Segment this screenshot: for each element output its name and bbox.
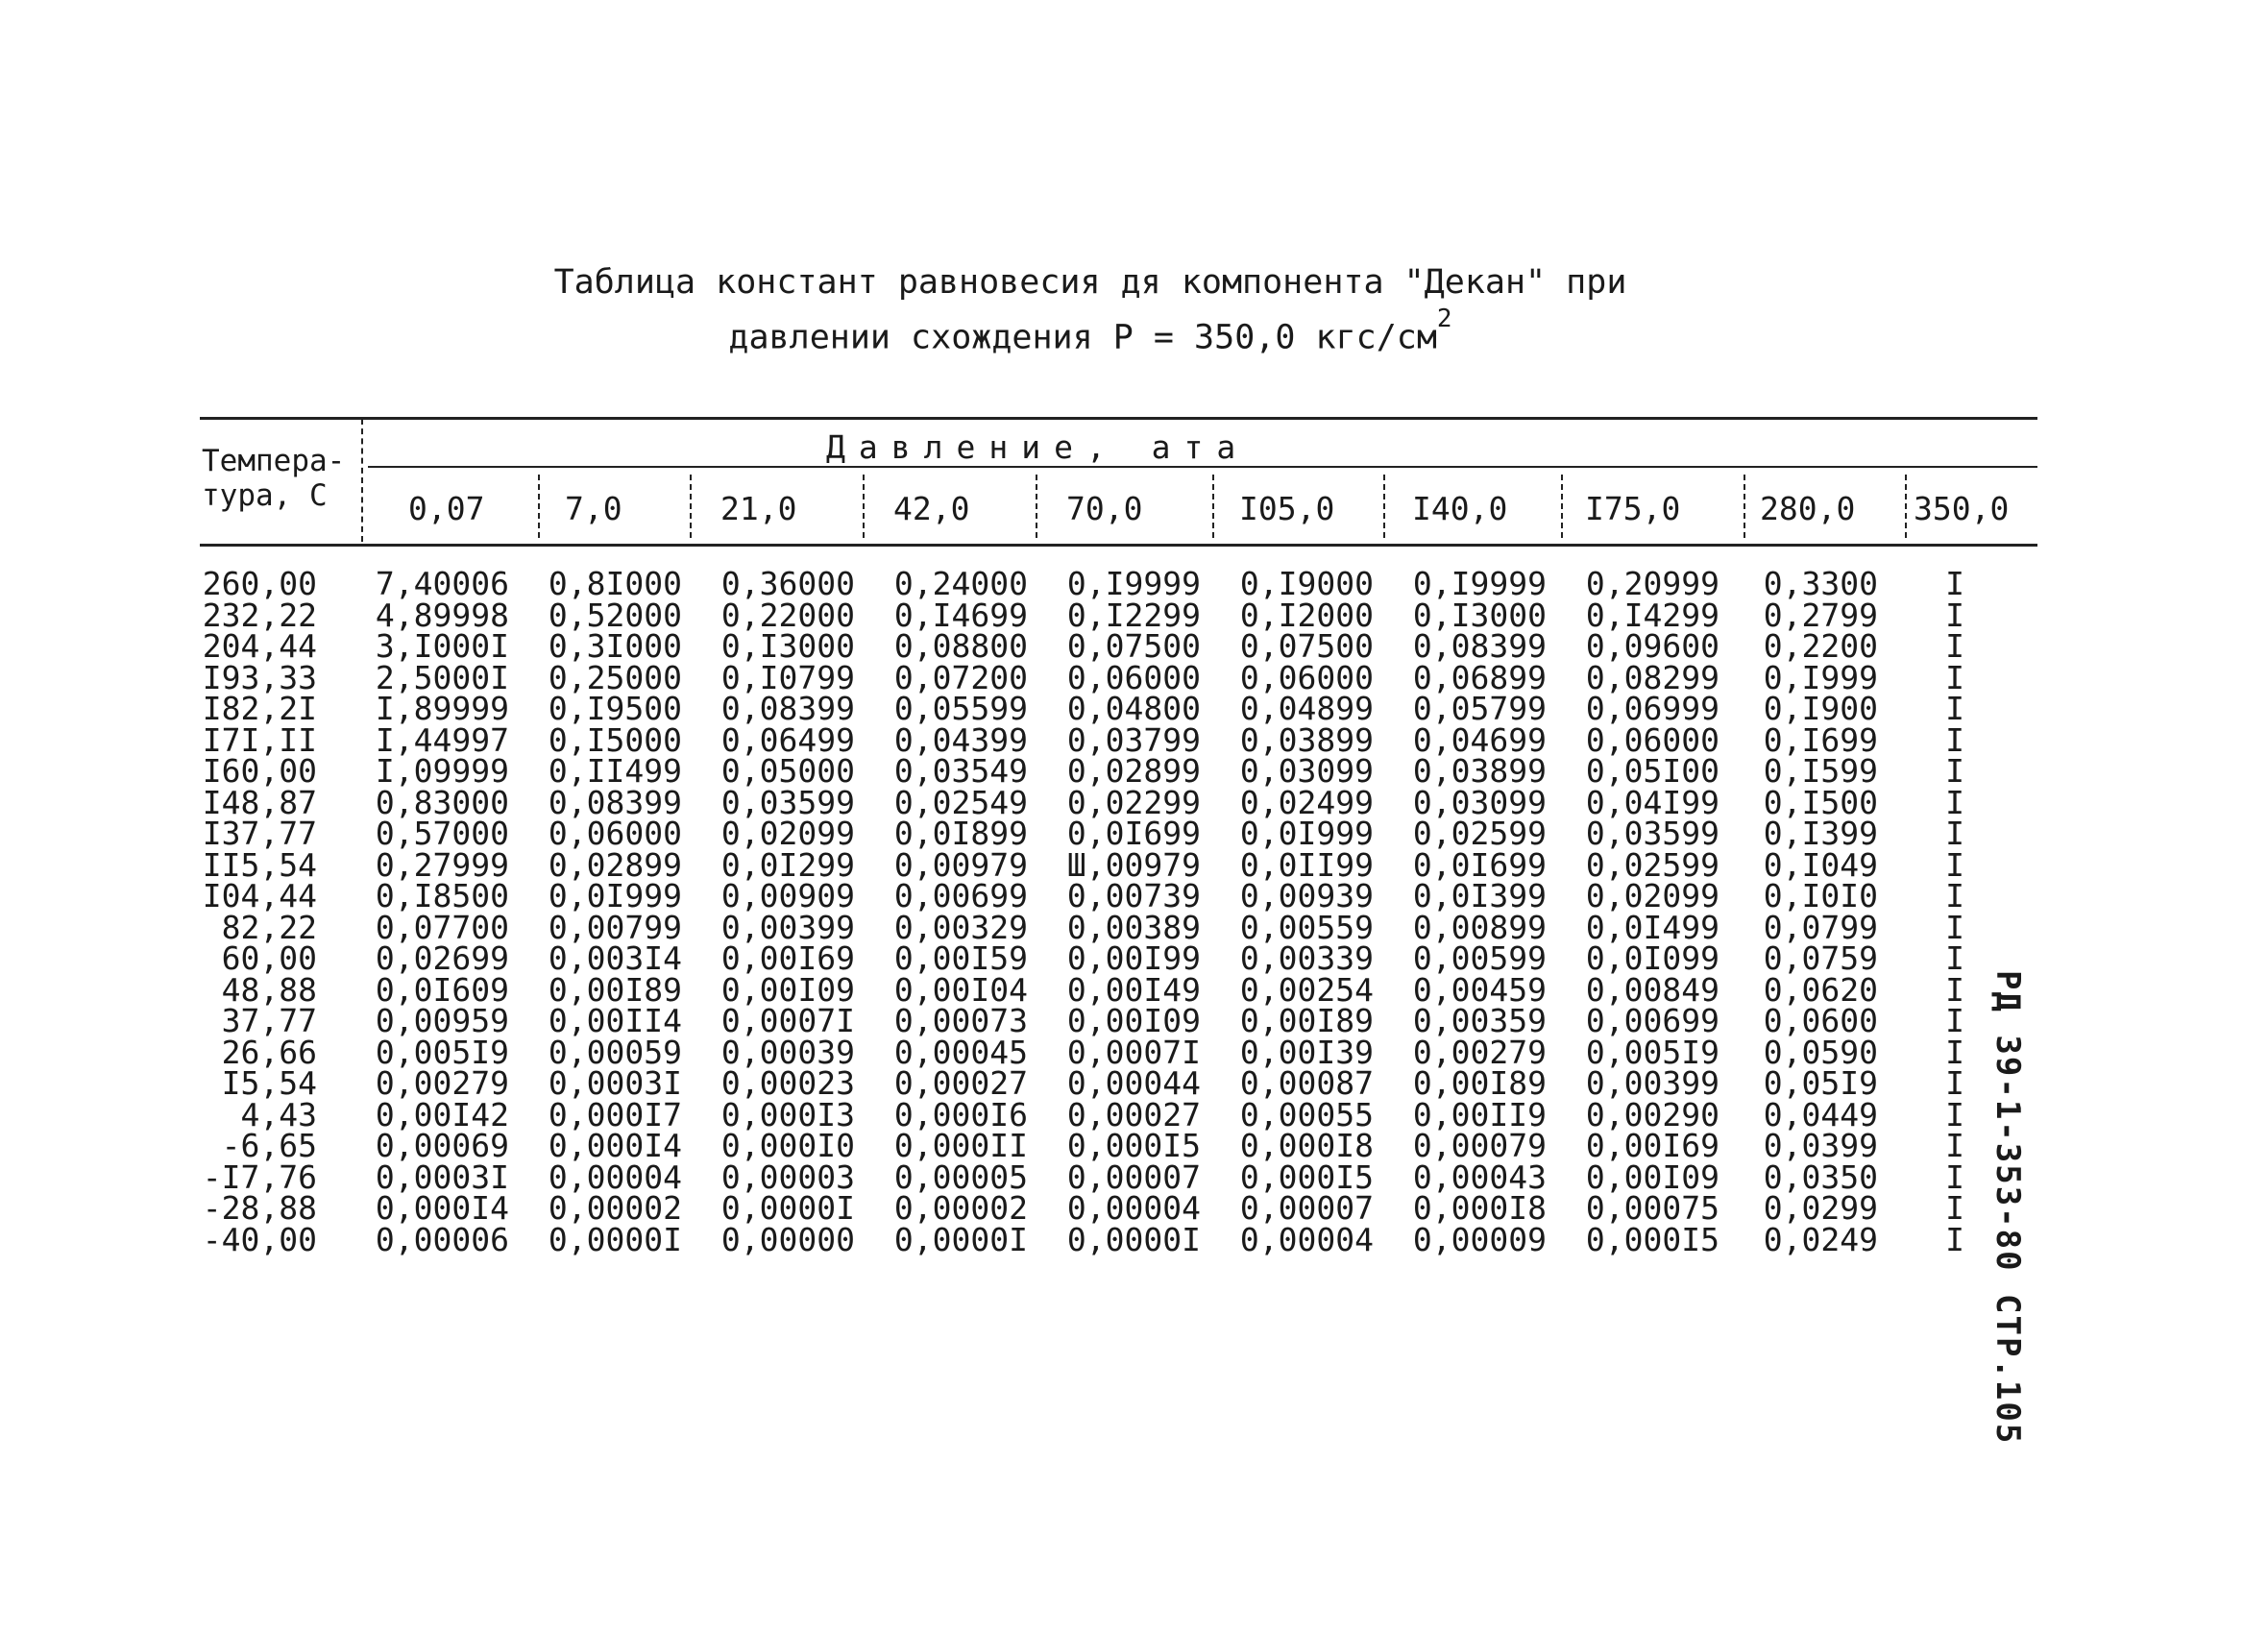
- title-line-2: [538, 305, 1643, 361]
- table-cell: 0,22000: [720, 596, 855, 634]
- temperature-cell: I82,2I: [202, 690, 317, 727]
- table-cell: 0,005I9: [375, 1033, 509, 1071]
- value-column: [1057, 565, 1201, 1258]
- table-cell: 0,04800: [1066, 690, 1201, 727]
- table-cell: 0,03599: [720, 783, 855, 821]
- temperature-cell: I7I,II: [202, 720, 317, 759]
- temperature-cell: 4,43: [240, 1095, 317, 1133]
- table-cell: 0,06000: [1585, 720, 1719, 759]
- table-cell: 0,00009: [1412, 1220, 1547, 1258]
- table-cell: 0,00059: [548, 1033, 682, 1071]
- table-cell: 0,04899: [1239, 690, 1374, 727]
- temperature-cell: -6,65: [221, 1127, 317, 1164]
- table-cell: 0,00979: [893, 845, 1028, 884]
- table-cell: 0,000I0: [720, 1127, 855, 1164]
- table-cell: 0,07500: [1066, 627, 1201, 665]
- table-cell: I: [1945, 877, 1964, 914]
- column-separator: [863, 475, 865, 538]
- temperature-cell: I5,54: [221, 1064, 317, 1102]
- table-cell: 0,8I000: [548, 565, 682, 602]
- table-cell: I: [1945, 627, 1964, 665]
- table-cell: 0,00389: [1066, 908, 1201, 946]
- table-cell: 0,00002: [893, 1189, 1028, 1227]
- value-column: [1936, 565, 1974, 1258]
- pressure-column-header: 280,0: [1760, 490, 1856, 527]
- table-cell: 0,00I69: [720, 939, 855, 977]
- table-cell: 0,0I609: [375, 970, 509, 1009]
- table-cell: 0,00044: [1066, 1064, 1201, 1102]
- value-column: [1230, 565, 1374, 1258]
- table-cell: 0,I500: [1763, 783, 1878, 821]
- table-cell: 2,5000I: [375, 658, 509, 696]
- table-cell: 3,I000I: [375, 627, 509, 665]
- table-cell: 0,00039: [720, 1033, 855, 1071]
- table-cell: 0,000I5: [1585, 1220, 1719, 1258]
- table-cell: 0,0799: [1763, 908, 1878, 946]
- value-column: [711, 565, 855, 1258]
- table-cell: 0,02099: [1585, 877, 1719, 914]
- table-cell: 0,I9500: [548, 690, 682, 727]
- table-cell: 0,00939: [1239, 877, 1374, 914]
- table-cell: I: [1945, 815, 1964, 852]
- table-cell: 0,00027: [893, 1064, 1028, 1102]
- table-cell: I: [1945, 1158, 1964, 1196]
- table-cell: 0,II499: [548, 752, 682, 790]
- table-cell: 0,000I8: [1412, 1189, 1547, 1227]
- table-cell: 0,0007I: [1066, 1033, 1201, 1071]
- table-cell: 0,00027: [1066, 1095, 1201, 1133]
- table-cell: 0,02099: [720, 815, 855, 852]
- column-separator: [1383, 475, 1385, 538]
- value-column: [1575, 565, 1719, 1258]
- table-cell: I: [1945, 1064, 1964, 1102]
- table-cell: 0,I049: [1763, 845, 1878, 884]
- table-cell: 0,00I99: [1066, 939, 1201, 977]
- table-cell: 0,I8500: [375, 877, 509, 914]
- table-cell: 0,I2299: [1066, 596, 1201, 634]
- table-cell: 0,00559: [1239, 908, 1374, 946]
- table-cell: 0,00I09: [720, 970, 855, 1009]
- table-cell: I: [1945, 1220, 1964, 1258]
- table-cell: 0,00459: [1412, 970, 1547, 1009]
- table-cell: 0,00006: [375, 1220, 509, 1258]
- table-cell: 0,00254: [1239, 970, 1374, 1009]
- table-cell: 0,03549: [893, 752, 1028, 790]
- temperature-cell: -I7,76: [202, 1158, 317, 1196]
- table-cell: 0,25000: [548, 658, 682, 696]
- table-cell: 0,04I99: [1585, 783, 1719, 821]
- temperature-cell: -28,88: [202, 1189, 317, 1227]
- table-cell: I: [1945, 1033, 1964, 1071]
- table-cell: 0,0II99: [1239, 845, 1374, 884]
- table-cell: 0,05599: [893, 690, 1028, 727]
- table-cell: 0,00909: [720, 877, 855, 914]
- table-cell: 0,0003I: [375, 1158, 509, 1196]
- table-cell: 0,00290: [1585, 1095, 1719, 1133]
- table-cell: 0,03899: [1239, 720, 1374, 759]
- table-cell: 0,000I8: [1239, 1127, 1374, 1164]
- table-cell: 0,000I7: [548, 1095, 682, 1133]
- table-title: [538, 259, 1643, 361]
- temperature-cell: 48,88: [221, 970, 317, 1009]
- table-cell: 0,00279: [1412, 1033, 1547, 1071]
- table-cell: 0,09600: [1585, 627, 1719, 665]
- table-cell: 0,I3000: [720, 627, 855, 665]
- table-cell: 0,0I499: [1585, 908, 1719, 946]
- temperature-cell: 260,00: [202, 565, 317, 602]
- table-cell: 0,02549: [893, 783, 1028, 821]
- table-cell: 0,08800: [893, 627, 1028, 665]
- table-cell: 0,20999: [1585, 565, 1719, 602]
- table-cell: 0,0I699: [1066, 815, 1201, 852]
- pressure-column-header: 0,07: [408, 490, 485, 527]
- value-column: [538, 565, 682, 1258]
- column-separator: [1744, 475, 1745, 538]
- table-cell: 0,08399: [720, 690, 855, 727]
- table-top-rule: [200, 417, 2037, 420]
- table-cell: 0,00II9: [1412, 1095, 1547, 1133]
- table-cell: 0,02299: [1066, 783, 1201, 821]
- temperature-cell: II5,54: [202, 845, 317, 884]
- table-cell: 0,03599: [1585, 815, 1719, 852]
- table-cell: 0,00000: [720, 1220, 855, 1258]
- pressure-column-header: 7,0: [565, 490, 622, 527]
- table-cell: 0,0I899: [893, 815, 1028, 852]
- table-cell: 0,000I6: [893, 1095, 1028, 1133]
- table-cell: 0,00359: [1412, 1002, 1547, 1039]
- table-cell: 0,05799: [1412, 690, 1547, 727]
- column-separator: [690, 475, 692, 538]
- temperature-header: [202, 444, 345, 513]
- table-cell: Ш,00979: [1066, 845, 1201, 884]
- table-cell: 0,05000: [720, 752, 855, 790]
- table-cell: 0,0I699: [1412, 845, 1547, 884]
- table-cell: 4,89998: [375, 596, 509, 634]
- temperature-header-line-2: тура, С: [202, 478, 328, 513]
- table-cell: 0,00I89: [1412, 1064, 1547, 1102]
- table-cell: 0,00007: [1239, 1189, 1374, 1227]
- temperature-cell: I93,33: [202, 658, 317, 696]
- table-cell: 0,2799: [1763, 596, 1878, 634]
- table-cell: 0,00849: [1585, 970, 1719, 1009]
- table-cell: 0,06000: [1066, 658, 1201, 696]
- column-separator: [1561, 475, 1563, 538]
- temperature-column-separator: [361, 419, 363, 542]
- value-column: [884, 565, 1028, 1258]
- table-cell: 0,07700: [375, 908, 509, 946]
- temperature-cell: I48,87: [202, 783, 317, 821]
- table-cell: 0,0I399: [1412, 877, 1547, 914]
- temperature-cell: 204,44: [202, 627, 317, 665]
- table-cell: 0,36000: [720, 565, 855, 602]
- temperature-cell: I04,44: [202, 877, 317, 914]
- temperature-cell: 60,00: [221, 939, 317, 977]
- column-separator: [538, 475, 540, 538]
- document-code: РД 39-1-353-80 СТР.105: [1988, 970, 2027, 1446]
- table-cell: I: [1945, 1002, 1964, 1039]
- table-cell: 0,00I39: [1239, 1033, 1374, 1071]
- table-cell: 0,0249: [1763, 1220, 1878, 1258]
- table-cell: 0,00003: [720, 1158, 855, 1196]
- temperature-cell: I60,00: [202, 752, 317, 790]
- table-cell: 0,08299: [1585, 658, 1719, 696]
- table-cell: I: [1945, 565, 1964, 602]
- table-cell: 0,06999: [1585, 690, 1719, 727]
- table-cell: 0,00I09: [1585, 1158, 1719, 1196]
- table-cell: 0,00I49: [1066, 970, 1201, 1009]
- temperature-cell: 26,66: [221, 1033, 317, 1071]
- table-cell: I: [1945, 1189, 1964, 1227]
- title-line-1: Таблица констант равновесия дя компонента "Декан" при: [553, 263, 1627, 302]
- table-cell: 0,00004: [548, 1158, 682, 1196]
- table-cell: 0,00023: [720, 1064, 855, 1102]
- table-cell: 0,06499: [720, 720, 855, 759]
- table-cell: 0,00699: [893, 877, 1028, 914]
- table-cell: 0,I2000: [1239, 596, 1374, 634]
- table-cell: 0,000I3: [720, 1095, 855, 1133]
- table-cell: 0,0003I: [548, 1064, 682, 1102]
- table-cell: 0,00079: [1412, 1127, 1547, 1164]
- table-cell: I,89999: [375, 690, 509, 727]
- pressure-column-header: I40,0: [1412, 490, 1508, 527]
- table-cell: 0,0620: [1763, 970, 1878, 1009]
- table-cell: 0,00004: [1239, 1220, 1374, 1258]
- table-cell: 0,02499: [1239, 783, 1374, 821]
- table-cell: I: [1945, 752, 1964, 790]
- table-cell: I: [1945, 596, 1964, 634]
- table-cell: 0,08399: [1412, 627, 1547, 665]
- table-cell: 0,03099: [1239, 752, 1374, 790]
- table-cell: 0,I900: [1763, 690, 1878, 727]
- table-cell: 0,06000: [1239, 658, 1374, 696]
- table-cell: 0,02599: [1585, 845, 1719, 884]
- pressure-column-header: 70,0: [1066, 490, 1143, 527]
- table-cell: 0,83000: [375, 783, 509, 821]
- table-cell: 0,00I89: [548, 970, 682, 1009]
- table-cell: 0,07500: [1239, 627, 1374, 665]
- value-column: [365, 565, 509, 1258]
- table-cell: 0,04699: [1412, 720, 1547, 759]
- pressure-column-header: 350,0: [1914, 490, 2010, 527]
- table-cell: I: [1945, 1095, 1964, 1133]
- table-cell: 0,0000I: [720, 1189, 855, 1227]
- table-cell: 0,0I299: [720, 845, 855, 884]
- table-cell: 0,03799: [1066, 720, 1201, 759]
- table-cell: 0,I3000: [1412, 596, 1547, 634]
- table-cell: 0,0000I: [893, 1220, 1028, 1258]
- temperature-column: [200, 565, 317, 1258]
- table-cell: 0,I0799: [720, 658, 855, 696]
- table-cell: 0,02899: [548, 845, 682, 884]
- table-cell: 0,I599: [1763, 752, 1878, 790]
- value-column: [1734, 565, 1878, 1258]
- table-cell: 0,0000I: [1066, 1220, 1201, 1258]
- title-line-2-text: давлении схождения Р = 350,0 кгс/см: [728, 318, 1437, 357]
- table-cell: 0,I399: [1763, 815, 1878, 852]
- table-cell: 0,0000I: [548, 1220, 682, 1258]
- table-cell: 0,0449: [1763, 1095, 1878, 1133]
- table-cell: 0,02699: [375, 939, 509, 977]
- table-cell: I,09999: [375, 752, 509, 790]
- title-superscript: 2: [1436, 305, 1452, 333]
- table-cell: 0,00739: [1066, 877, 1201, 914]
- table-cell: 0,08399: [548, 783, 682, 821]
- table-cell: 0,00I89: [1239, 1002, 1374, 1039]
- table-cell: 0,000I5: [1066, 1127, 1201, 1164]
- table-cell: 0,00399: [720, 908, 855, 946]
- pressure-column-header: I75,0: [1585, 490, 1681, 527]
- temperature-cell: 232,22: [202, 596, 317, 634]
- table-cell: 0,000I4: [548, 1127, 682, 1164]
- pressure-column-header: 42,0: [893, 490, 970, 527]
- table-cell: I: [1945, 970, 1964, 1009]
- table-cell: 0,00699: [1585, 1002, 1719, 1039]
- table-cell: 0,I9999: [1412, 565, 1547, 602]
- temperature-cell: -40,00: [202, 1220, 317, 1258]
- table-cell: 0,27999: [375, 845, 509, 884]
- table-cell: 0,02599: [1412, 815, 1547, 852]
- table-cell: I: [1945, 783, 1964, 821]
- table-cell: 0,00959: [375, 1002, 509, 1039]
- table-cell: 0,000I5: [1239, 1158, 1374, 1196]
- table-cell: 0,04399: [893, 720, 1028, 759]
- table-cell: 0,00045: [893, 1033, 1028, 1071]
- table-cell: 0,005I9: [1585, 1033, 1719, 1071]
- table-cell: I: [1945, 908, 1964, 946]
- table-cell: 0,00899: [1412, 908, 1547, 946]
- table-cell: 0,0600: [1763, 1002, 1878, 1039]
- table-cell: 0,0I099: [1585, 939, 1719, 977]
- table-cell: 0,00I69: [1585, 1127, 1719, 1164]
- temperature-header-line-1: Темпера-: [202, 444, 346, 478]
- table-cell: 0,00073: [893, 1002, 1028, 1039]
- table-cell: 0,00004: [1066, 1189, 1201, 1227]
- table-cell: 0,00399: [1585, 1064, 1719, 1102]
- table-cell: I,44997: [375, 720, 509, 759]
- table-cell: 0,I4699: [893, 596, 1028, 634]
- table-cell: 0,000I4: [375, 1189, 509, 1227]
- table-cell: 0,06899: [1412, 658, 1547, 696]
- pressure-column-header: I05,0: [1239, 490, 1335, 527]
- table-cell: 0,05I00: [1585, 752, 1719, 790]
- table-cell: 0,03099: [1412, 783, 1547, 821]
- table-cell: 0,I699: [1763, 720, 1878, 759]
- table-cell: 0,00087: [1239, 1064, 1374, 1102]
- table-cell: 0,I4299: [1585, 596, 1719, 634]
- pressure-column-header: 21,0: [720, 490, 797, 527]
- table-cell: 0,0007I: [720, 1002, 855, 1039]
- table-cell: 0,00075: [1585, 1189, 1719, 1227]
- table-cell: 0,00I59: [893, 939, 1028, 977]
- table-cell: 0,0590: [1763, 1033, 1878, 1071]
- table-cell: 0,I9000: [1239, 565, 1374, 602]
- table-cell: 0,00055: [1239, 1095, 1374, 1133]
- table-cell: 0,07200: [893, 658, 1028, 696]
- table-cell: I: [1945, 939, 1964, 977]
- table-cell: 0,00339: [1239, 939, 1374, 977]
- table-cell: 0,0399: [1763, 1127, 1878, 1164]
- table-cell: 0,00I09: [1066, 1002, 1201, 1039]
- table-cell: 0,00279: [375, 1064, 509, 1102]
- column-separator: [1036, 475, 1037, 538]
- table-cell: 0,00007: [1066, 1158, 1201, 1196]
- table-cell: I: [1945, 845, 1964, 884]
- table-cell: 0,03899: [1412, 752, 1547, 790]
- temperature-cell: 82,22: [221, 908, 317, 946]
- table-cell: 0,0350: [1763, 1158, 1878, 1196]
- table-cell: 0,I0I0: [1763, 877, 1878, 914]
- table-cell: 0,00043: [1412, 1158, 1547, 1196]
- table-cell: 0,52000: [548, 596, 682, 634]
- table-cell: 0,00069: [375, 1127, 509, 1164]
- column-separator: [1905, 475, 1907, 538]
- pressure-group-header: Давление, ата: [826, 428, 1250, 466]
- table-cell: 0,00599: [1412, 939, 1547, 977]
- table-cell: 0,24000: [893, 565, 1028, 602]
- table-cell: 0,3300: [1763, 565, 1878, 602]
- temperature-cell: 37,77: [221, 1002, 317, 1039]
- table-cell: I: [1945, 1127, 1964, 1164]
- table-cell: 0,00I04: [893, 970, 1028, 1009]
- pressure-header-rule: [368, 466, 2037, 468]
- table-cell: 0,003I4: [548, 939, 682, 977]
- header-bottom-rule: [200, 544, 2037, 547]
- temperature-cell: I37,77: [202, 815, 317, 852]
- table-cell: 0,I999: [1763, 658, 1878, 696]
- table-cell: 0,00002: [548, 1189, 682, 1227]
- table-cell: I: [1945, 658, 1964, 696]
- table-cell: 0,00II4: [548, 1002, 682, 1039]
- table-cell: 0,0I999: [548, 877, 682, 914]
- table-cell: I: [1945, 690, 1964, 727]
- table-cell: 0,05I9: [1763, 1064, 1878, 1102]
- table-cell: 0,I5000: [548, 720, 682, 759]
- table-cell: 0,00I42: [375, 1095, 509, 1133]
- table-cell: 0,0759: [1763, 939, 1878, 977]
- table-cell: 0,57000: [375, 815, 509, 852]
- value-column: [1402, 565, 1547, 1258]
- table-cell: 0,00799: [548, 908, 682, 946]
- table-cell: 0,000II: [893, 1127, 1028, 1164]
- table-cell: 0,0I999: [1239, 815, 1374, 852]
- table-cell: 0,06000: [548, 815, 682, 852]
- table-cell: 0,02899: [1066, 752, 1201, 790]
- table-cell: 0,2200: [1763, 627, 1878, 665]
- table-cell: 0,3I000: [548, 627, 682, 665]
- column-separator: [1212, 475, 1214, 538]
- table-cell: 7,40006: [375, 565, 509, 602]
- table-cell: I: [1945, 720, 1964, 759]
- table-cell: 0,00005: [893, 1158, 1028, 1196]
- table-cell: 0,00329: [893, 908, 1028, 946]
- table-cell: 0,0299: [1763, 1189, 1878, 1227]
- table-cell: 0,I9999: [1066, 565, 1201, 602]
